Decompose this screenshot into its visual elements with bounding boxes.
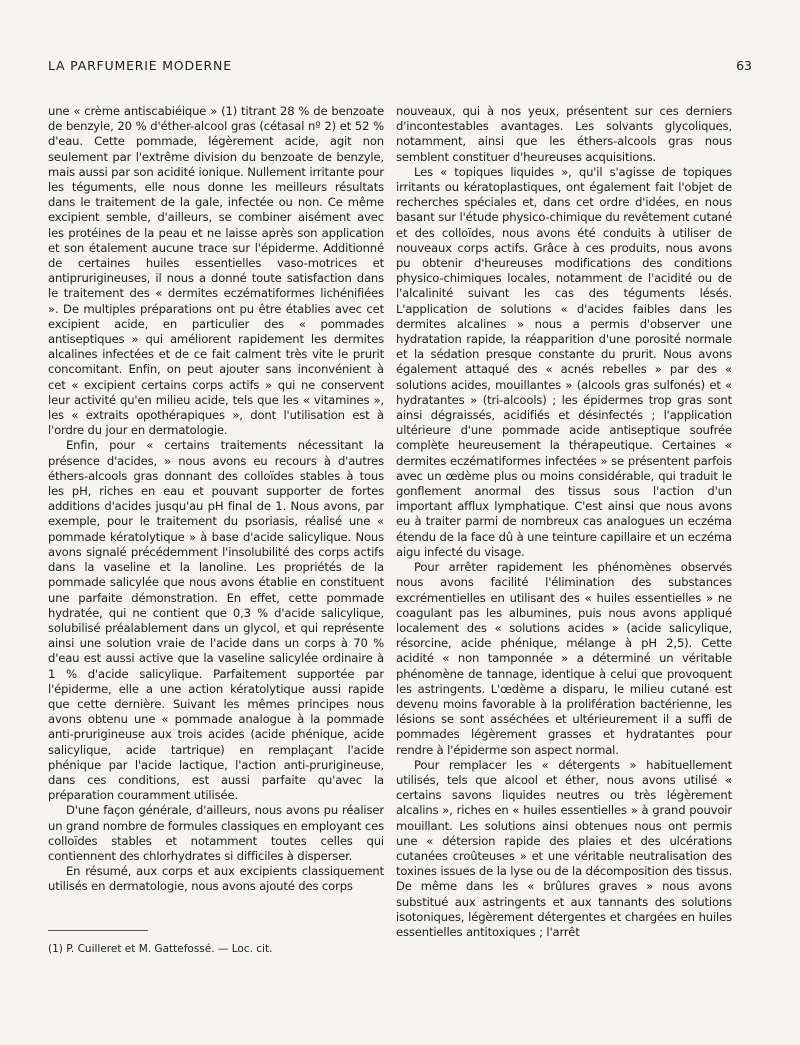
page-number: 63 [736, 58, 752, 73]
paragraph: Les « topiques liquides », qu'il s'agisse de topiques irritants ou kératoplastiques, ont également fait l'objet de recherches spéciales et, dans cet ordre d'idées, en nous basant sur l'étude physico-chimique du revêtement cutané et des colloïdes, nous avons été conduits à utiliser de nouveaux corps actifs. Grâce à ces produits, nous avons pu obtenir d'heureuses modifications des conditions physico-chimiques locales, notamment de l'acidité ou de l'alcalinité suivant les cas des téguments lésés. L'application de solutions « d'acides faibles dans les dermites alcalines » nous a permis d'observer une hydratation rapide, la réapparition d'une porosité normale et la sédation presque constante du prurit. Nous avons également attaqué des « acnés rebelles » par des « solutions acides, mouillantes » (alcools gras sulfonés) et « hydratantes » (tri-alcools) ; les épidermes trop gras sont ainsi dégraissés, acidifiés et désinfectés ; l'application ultérieure d'une pommade acide antiseptique soufrée complète heureusement la thérapeutique. Certaines « dermites eczématiformes infectées » se présentent parfois avec un œdème plus ou moins considérable, qui traduit le gonflement anormal des tissus sous l'action d'un important afflux lymphatique. C'est ainsi que nous avons eu à traiter parmi de nombreux cas analogues un eczéma étendu de la face dû à une teinture capillaire et un eczéma aigu infecté du visage. [396, 164, 732, 559]
footnote: (1) P. Cuilleret et M. Gattefossé. — Loc. cit. [48, 943, 273, 955]
paragraph: En résumé, aux corps et aux excipients classiquement utilisés en dermatologie, nous avons ajouté des corps [48, 864, 384, 894]
right-column [396, 104, 732, 940]
footnote-rule [48, 930, 148, 931]
running-header [48, 58, 752, 78]
paragraph: Pour remplacer les « détergents » habituellement utilisés, tels que alcool et éther, nous avons utilisé « certains savons liquides neutres ou très légèrement alcalins », riches en « huiles essentielles » à grand pouvoir mouillant. Les solutions ainsi obtenues nous ont permis une « détersion rapide des plaies et des ulcérations cutanées croûteuses » et une véritable neutralisation des toxines issues de la lyse ou de la décomposition des tissus. De même dans les « brûlures graves » nous avons substitué aux astringents et aux tannants des solutions isotoniques, légèrement détergentes et chargées en huiles essentielles antitoxiques ; l'arrêt [396, 757, 732, 939]
paragraph: D'une façon générale, d'ailleurs, nous avons pu réaliser un grand nombre de formules classiques en employant ces colloïdes stables et notamment toutes celles qui contiennent des chlorhydrates si difficiles à disperser. [48, 803, 384, 863]
paragraph: nouveaux, qui à nos yeux, présentent sur ces derniers d'incontestables avantages. Les solvants glycoliques, notamment, ainsi que les éthers-alcools gras nous semblent constituer d'heureuses acquisitions. [396, 104, 732, 164]
paragraph: une « crème antiscabiéique » (1) titrant 28 % de benzoate de benzyle, 20 % d'éther-alcool gras (cétasal nº 2) et 52 % d'eau. Cette pommade, légèrement acide, agit non seulement par l'extrême division du benzoate de benzyle, mais aussi par son acidité ionique. Nullement irritante pour les téguments, elle nous donne les meilleurs résultats dans le traitement de la gale, infectée ou non. Ce même excipient semble, d'ailleurs, se combiner aisément avec les protéines de la peau et ne laisse après son application et son étalement aucune trace sur l'épiderme. Additionné de certaines huiles essentielles vaso-motrices et antiprurigineuses, il nous a donné toute satisfaction dans le traitement des « dermites eczématiformes lichénifiées ». De multiples préparations ont pu être établies avec cet excipient acide, en particulier des « pommades antiseptiques » qui améliorent rapidement les dermites alcalines infectées et de ce fait calment très vite le prurit concomitant. Enfin, on peut ajouter sans inconvénient à cet « excipient certains corps actifs » qui ne conservent leur activité qu'en milieu acide, tels que les « vitamines », les « extraits opothérapiques », dont l'utilisation est à l'ordre du jour en dermatologie. [48, 104, 384, 438]
paragraph: Pour arrêter rapidement les phénomènes observés nous avons facilité l'élimination des substances excrémentielles en utilisant des « huiles essentielles » ne coagulant pas les albumines, puis nous avons appliqué localement des « solutions acides » (acide salicylique, résorcine, acide phénique, mélange à pH 2,5). Cette acidité « non tamponnée » a déterminé un véritable phénomène de tannage, identique à celui que provoquent les astringents. L'œdème a disparu, le milieu cutané est devenu moins favorable à la prolifération bactérienne, les lésions se sont asséchées et ultérieurement il a suffi de pommades légèrement grasses et hydratantes pour rendre à l'épiderme son aspect normal. [396, 560, 732, 757]
running-title: LA PARFUMERIE MODERNE [48, 58, 232, 73]
paragraph: Enfin, pour « certains traitements nécessitant la présence d'acides, » nous avons eu recours à d'autres éthers-alcools gras donnant des colloïdes stables à tous les pH, riches en eau et pouvant supporter de fortes additions d'acides jusqu'au pH final de 1. Nous avons, par exemple, pour le traitement du psoriasis, réalisé une « pommade kératolytique » à base d'acide salicylique. Nous avons signalé précédemment l'insolubilité des corps actifs dans la vaseline et la lanoline. Les propriétés de la pommade salicylée que nous avons établie en constituent une parfaite démonstration. En effet, cette pommade hydratée, qui ne contient que 0,3 % d'acide salicylique, solubilisé préalablement dans un glycol, et qui représente ainsi une solution vraie de l'acide dans un corps à 70 % d'eau est aussi active que la vaseline salicylée ordinaire à 1 % d'acide salicylique. Parfaitement supportée par l'épiderme, elle a une action kératolytique aussi rapide que cette dernière. Suivant les mêmes principes nous avons obtenu une « pommade analogue à la pommade anti-prurigineuse aux trois acides (acide phénique, acide salicylique, acide tartrique) en remplaçant l'acide phénique par l'acide lactique, l'action anti-prurigineuse, dans ces conditions, est aussi parfaite qu'avec la préparation couramment utilisée. [48, 438, 384, 803]
left-column [48, 104, 384, 895]
